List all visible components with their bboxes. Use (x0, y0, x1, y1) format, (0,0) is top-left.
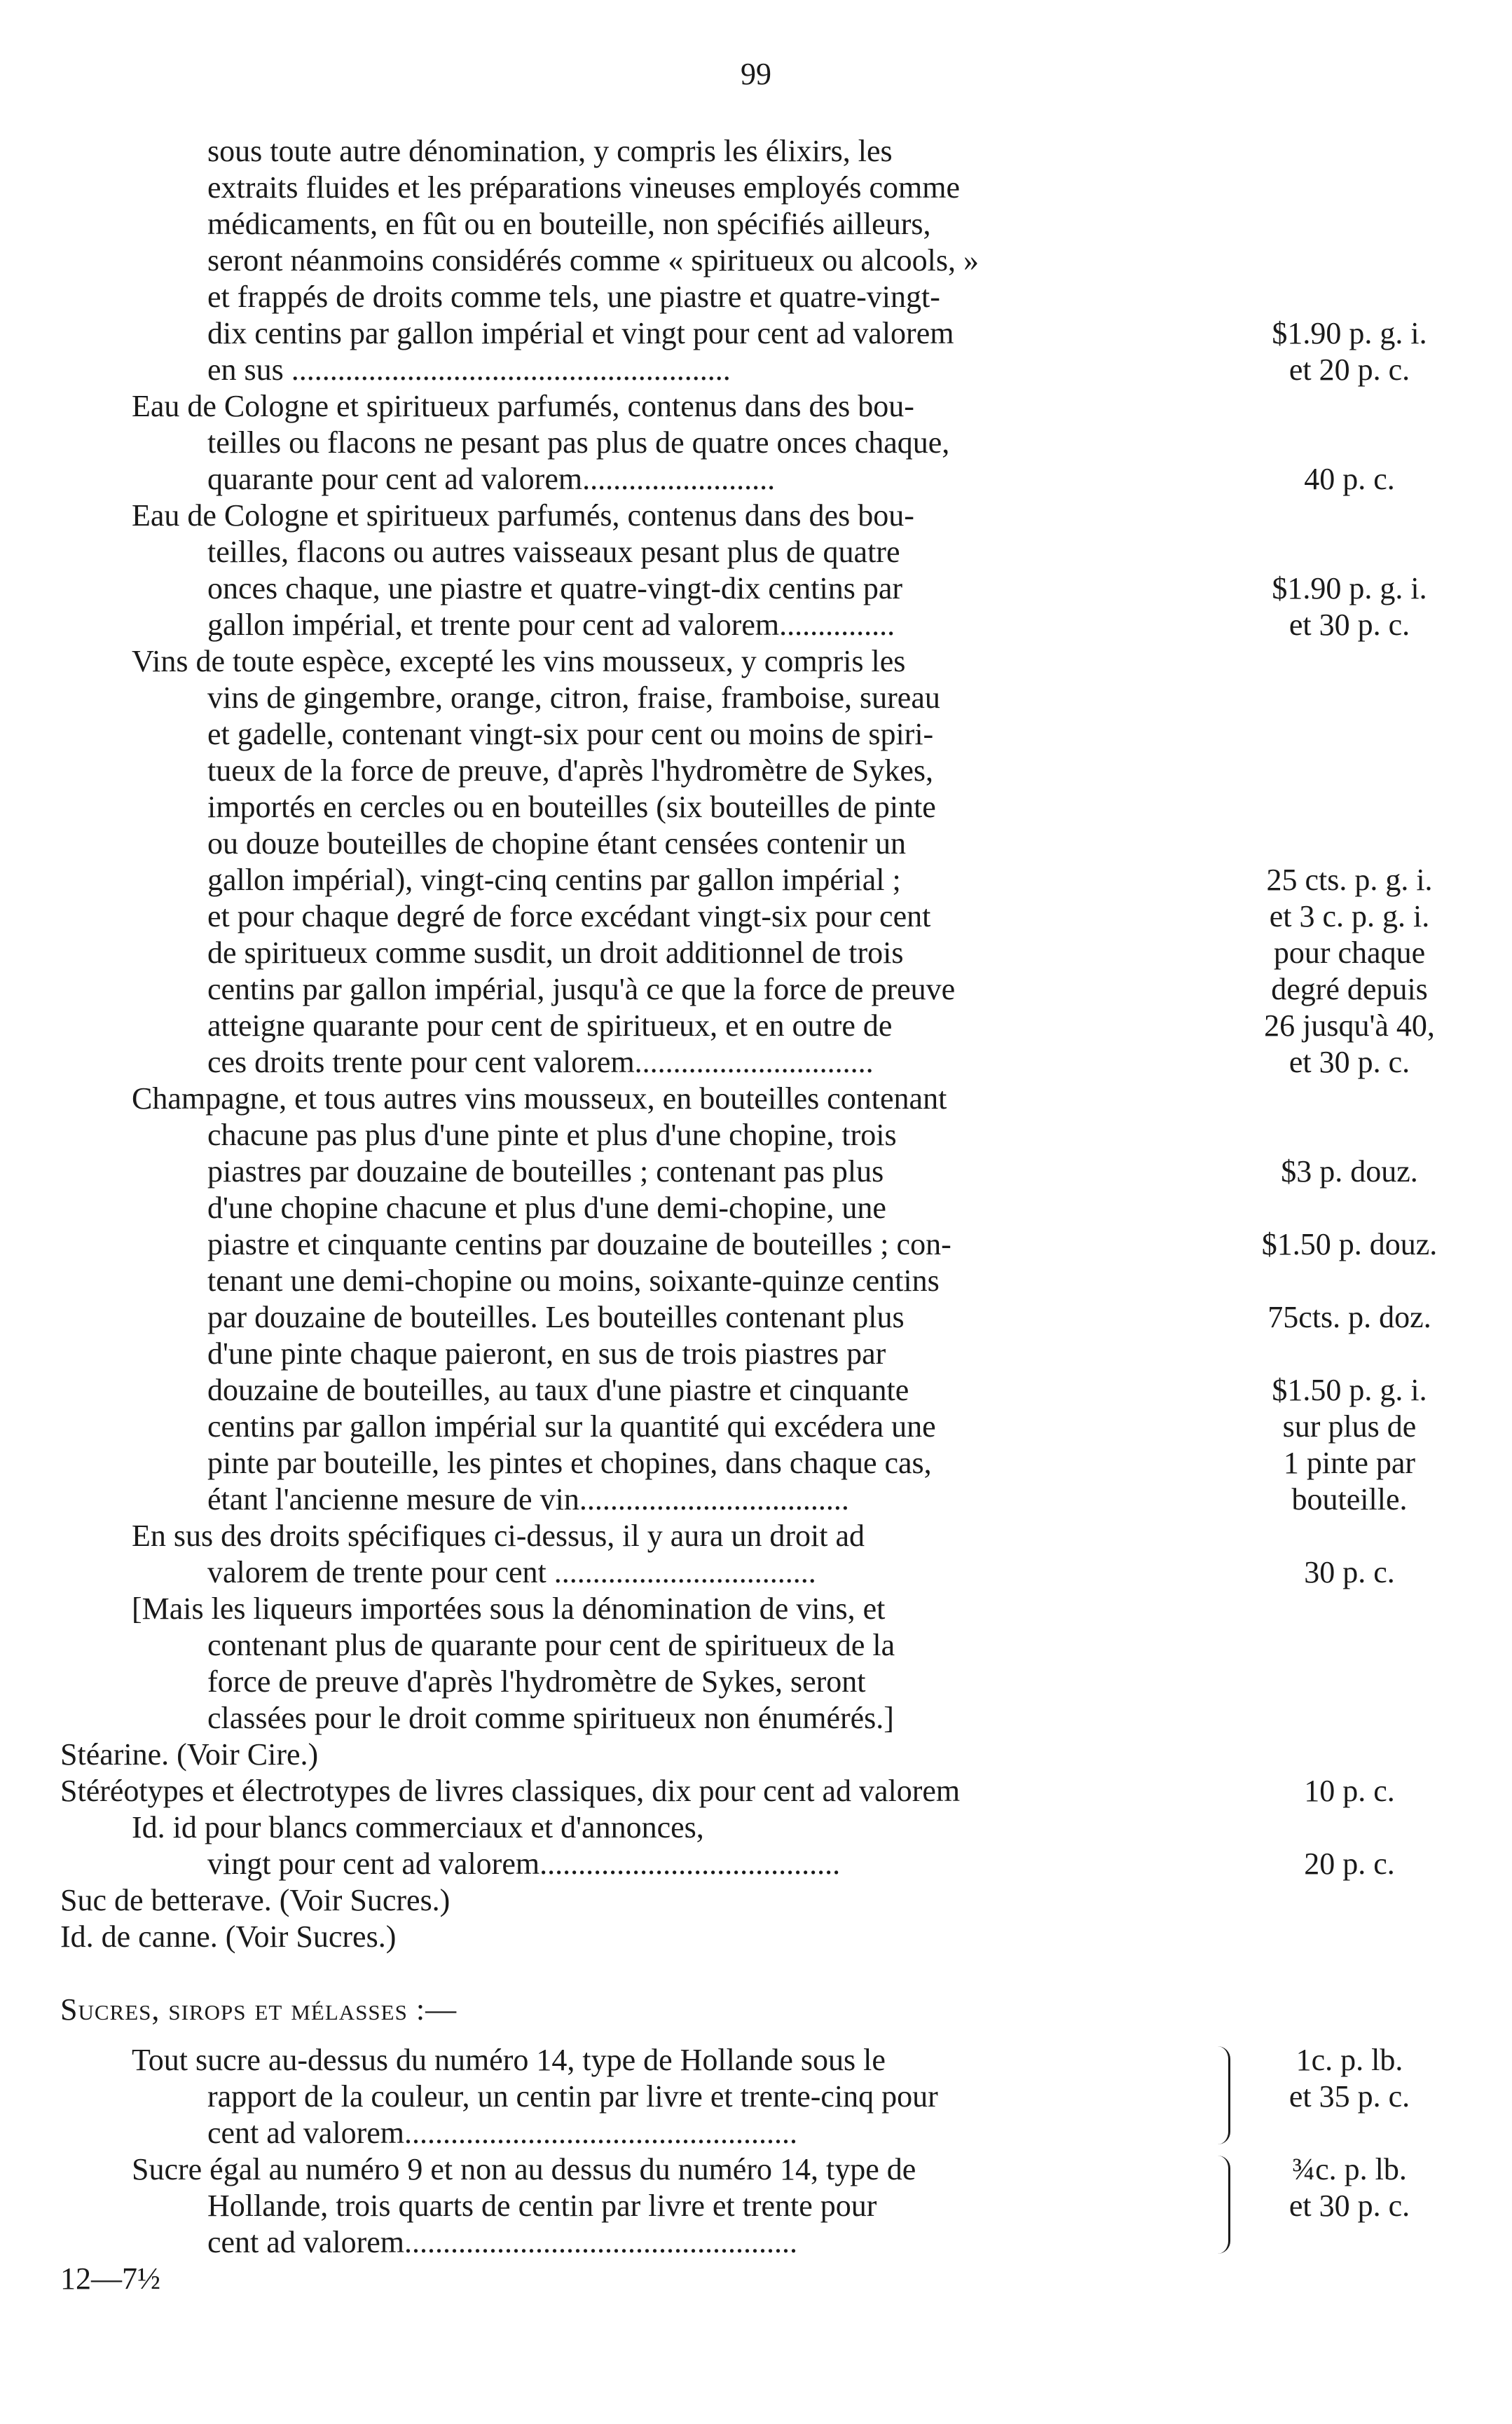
tariff-line (60, 1409, 1462, 1445)
tariff-line (60, 862, 1462, 898)
tariff-line (60, 1627, 1462, 1664)
tariff-line (60, 498, 1462, 534)
tariff-line (60, 279, 1462, 315)
duty-rate: 30 p. c. (1304, 1555, 1395, 1589)
footer-signature: 12—7½ (60, 2261, 160, 2296)
duty-rate: $1.90 p. g. i. (1272, 316, 1427, 350)
line-text: classées pour le droit comme spiritueux non énumérés.] (207, 1701, 894, 1735)
tariff-line (60, 461, 1462, 498)
tariff-line (60, 680, 1462, 716)
line-text: ces droits trente pour cent valorem............................... (207, 1045, 874, 1079)
duty-rate: $3 p. douz. (1281, 1154, 1418, 1189)
tariff-line (60, 1190, 1462, 1226)
tariff-line (60, 1700, 1462, 1737)
line-text: gallon impérial, et trente pour cent ad valorem............... (207, 608, 895, 642)
tariff-line (60, 1445, 1462, 1481)
tariff-line (60, 789, 1462, 826)
tariff-line (60, 352, 1462, 388)
line-text: Tout sucre au-dessus du numéro 14, type de Hollande sous le (132, 2043, 886, 2077)
line-text: Id. id pour blancs commerciaux et d'annonces, (132, 1810, 704, 1844)
duty-rate: et 30 p. c. (1288, 1045, 1410, 1079)
tariff-line (60, 753, 1462, 789)
sugar-line (60, 2188, 1462, 2224)
tariff-line (60, 898, 1462, 935)
line-text: ou douze bouteilles de chopine étant censées contenir un (207, 826, 906, 861)
tariff-line (60, 242, 1462, 279)
line-text: importés en cercles ou en bouteilles (six bouteilles de pinte (207, 790, 936, 824)
line-text: centins par gallon impérial sur la quantité qui excédera une (207, 1409, 936, 1444)
tariff-line (60, 534, 1462, 570)
tariff-line (60, 1664, 1462, 1700)
duty-rate: 26 jusqu'à 40, (1264, 1008, 1435, 1043)
tariff-line (60, 716, 1462, 753)
line-text: tueux de la force de preuve, d'après l'hydromètre de Sykes, (207, 753, 934, 788)
tariff-line (60, 315, 1462, 352)
tariff-line (60, 425, 1462, 461)
line-text: extraits fluides et les préparations vineuses employés comme (207, 170, 961, 205)
duty-rate: 10 p. c. (1304, 1774, 1395, 1808)
tariff-line (60, 1299, 1462, 1336)
tariff-line (60, 1737, 1462, 1773)
section-heading-line (60, 1992, 1462, 2028)
document-body (60, 133, 1462, 2297)
duty-rate: 1c. p. lb. (1295, 2043, 1403, 2077)
line-text: d'une chopine chacune et plus d'une demi-chopine, une (207, 1191, 886, 1225)
tariff-line (60, 1518, 1462, 1554)
line-text: et pour chaque degré de force excédant vingt-six pour cent (207, 899, 931, 933)
duty-rate: $1.50 p. douz. (1261, 1227, 1438, 1261)
tariff-line (60, 1226, 1462, 1263)
tariff-line (60, 1081, 1462, 1117)
duty-rate: 1 pinte par (1283, 1446, 1416, 1480)
line-text: quarante pour cent ad valorem......................... (207, 462, 776, 496)
line-text: et gadelle, contenant vingt-six pour cent ou moins de spiri- (207, 717, 934, 751)
sugar-entries (60, 2042, 1462, 2261)
line-text: Stéréotypes et électrotypes de livres classiques, dix pour cent ad valorem (60, 1774, 961, 1808)
line-text: de spiritueux comme susdit, un droit additionnel de trois (207, 936, 904, 970)
line-text: cent ad valorem................................................... (207, 2225, 797, 2259)
duty-rate: $1.90 p. g. i. (1272, 571, 1427, 605)
duty-rate: et 35 p. c. (1288, 2079, 1410, 2114)
line-text: teilles ou flacons ne pesant pas plus de quatre onces chaque, (207, 425, 950, 460)
section-heading: Sucres, sirops et mélasses :— (60, 1992, 458, 2027)
tariff-line (60, 1882, 1462, 1919)
line-text: vingt pour cent ad valorem....................................... (207, 1847, 841, 1881)
tariff-line (60, 1117, 1462, 1153)
sugar-line (60, 2042, 1462, 2079)
sugar-line (60, 2115, 1462, 2151)
tariff-line (60, 388, 1462, 425)
line-text: Eau de Cologne et spiritueux parfumés, contenus dans des bou- (132, 389, 914, 423)
tariff-line (60, 1336, 1462, 1372)
duty-rate: 75cts. p. doz. (1267, 1300, 1431, 1334)
line-text: Stéarine. (Voir Cire.) (60, 1737, 319, 1772)
line-text: vins de gingembre, orange, citron, fraise, framboise, sureau (207, 680, 940, 715)
duty-rate: et 30 p. c. (1288, 608, 1410, 642)
line-text: teilles, flacons ou autres vaisseaux pesant plus de quatre (207, 535, 900, 569)
sugar-line (60, 2224, 1462, 2261)
duty-rate: 20 p. c. (1304, 1847, 1395, 1881)
tariff-line (60, 607, 1462, 643)
duty-rate: ¾c. p. lb. (1292, 2152, 1407, 2186)
duty-rate: degré depuis (1271, 972, 1428, 1006)
tariff-line (60, 1372, 1462, 1409)
duty-rate: $1.50 p. g. i. (1272, 1373, 1427, 1407)
line-text: centins par gallon impérial, jusqu'à ce que la force de preuve (207, 972, 956, 1006)
line-text: cent ad valorem................................................... (207, 2116, 797, 2150)
duty-rate: et 30 p. c. (1288, 2189, 1410, 2223)
line-text: Hollande, trois quarts de centin par livre et trente pour (207, 2189, 877, 2223)
line-text: d'une pinte chaque paieront, en sus de trois piastres par (207, 1336, 886, 1371)
line-text: Vins de toute espèce, excepté les vins mousseux, y compris les (132, 644, 906, 678)
tariff-line (60, 1008, 1462, 1044)
tariff-line (60, 570, 1462, 607)
line-text: et frappés de droits comme tels, une piastre et quatre-vingt- (207, 280, 940, 314)
line-text: Eau de Cologne et spiritueux parfumés, contenus dans des bou- (132, 498, 914, 533)
tariff-line (60, 971, 1462, 1008)
tariff-line (60, 1846, 1462, 1882)
page-number: 99 (741, 57, 771, 91)
line-text: étant l'ancienne mesure de vin................................... (207, 1482, 849, 1516)
sugar-line (60, 2079, 1462, 2115)
tariff-line (60, 206, 1462, 242)
duty-rate: et 20 p. c. (1288, 352, 1410, 387)
footer-line (60, 2261, 1462, 2297)
line-text: [Mais les liqueurs importées sous la dénomination de vins, et (132, 1591, 886, 1626)
line-text: piastres par douzaine de bouteilles ; contenant pas plus (207, 1154, 884, 1189)
tariff-line (60, 935, 1462, 971)
tariff-entries (60, 133, 1462, 1955)
duty-rate: et 3 c. p. g. i. (1269, 899, 1430, 933)
duty-rate: sur plus de (1282, 1409, 1417, 1444)
line-text: Id. de canne. (Voir Sucres.) (60, 1919, 397, 1954)
duty-rate: bouteille. (1291, 1482, 1408, 1516)
line-text: chacune pas plus d'une pinte et plus d'une chopine, trois (207, 1118, 897, 1152)
line-text: seront néanmoins considérés comme « spiritueux ou alcools, » (207, 243, 979, 278)
duty-rate: 25 cts. p. g. i. (1266, 863, 1433, 897)
tariff-line (60, 1773, 1462, 1809)
duty-rate: 40 p. c. (1304, 462, 1395, 496)
tariff-line (60, 1809, 1462, 1846)
line-text: Suc de betterave. (Voir Sucres.) (60, 1883, 451, 1917)
line-text: valorem de trente pour cent .................................. (207, 1555, 816, 1589)
tariff-line (60, 1919, 1462, 1955)
tariff-line (60, 826, 1462, 862)
tariff-line (60, 1263, 1462, 1299)
line-text: rapport de la couleur, un centin par livre et trente-cinq pour (207, 2079, 938, 2114)
tariff-line (60, 1153, 1462, 1190)
line-text: piastre et cinquante centins par douzaine de bouteilles ; con- (207, 1227, 951, 1261)
line-text: En sus des droits spécifiques ci-dessus, il y aura un droit ad (132, 1519, 865, 1553)
tariff-line (60, 1481, 1462, 1518)
line-text: par douzaine de bouteilles. Les bouteilles contenant plus (207, 1300, 905, 1334)
line-text: gallon impérial), vingt-cinq centins par gallon impérial ; (207, 863, 901, 897)
line-text: contenant plus de quarante pour cent de spiritueux de la (207, 1628, 895, 1662)
line-text: médicaments, en fût ou en bouteille, non spécifiés ailleurs, (207, 207, 931, 241)
line-text: atteigne quarante pour cent de spiritueux, et en outre de (207, 1008, 893, 1043)
line-text: sous toute autre dénomination, y compris les élixirs, les (207, 134, 893, 168)
tariff-line (60, 1591, 1462, 1627)
sugar-line (60, 2151, 1462, 2188)
line-text: force de preuve d'après l'hydromètre de Sykes, seront (207, 1664, 866, 1699)
line-text: onces chaque, une piastre et quatre-vingt-dix centins par (207, 571, 903, 605)
line-text: Sucre égal au numéro 9 et non au dessus du numéro 14, type de (132, 2152, 916, 2186)
line-text: Champagne, et tous autres vins mousseux, en bouteilles contenant (132, 1081, 947, 1116)
tariff-line (60, 643, 1462, 680)
line-text: douzaine de bouteilles, au taux d'une piastre et cinquante (207, 1373, 909, 1407)
tariff-line (60, 1044, 1462, 1081)
tariff-line (60, 133, 1462, 170)
line-text: en sus ......................................................... (207, 352, 731, 387)
line-text: pinte par bouteille, les pintes et chopines, dans chaque cas, (207, 1446, 932, 1480)
line-text: tenant une demi-chopine ou moins, soixante-quinze centins (207, 1264, 940, 1298)
duty-rate: pour chaque (1273, 936, 1426, 970)
tariff-line (60, 1554, 1462, 1591)
tariff-line (60, 170, 1462, 206)
line-text: dix centins par gallon impérial et vingt pour cent ad valorem (207, 316, 954, 350)
